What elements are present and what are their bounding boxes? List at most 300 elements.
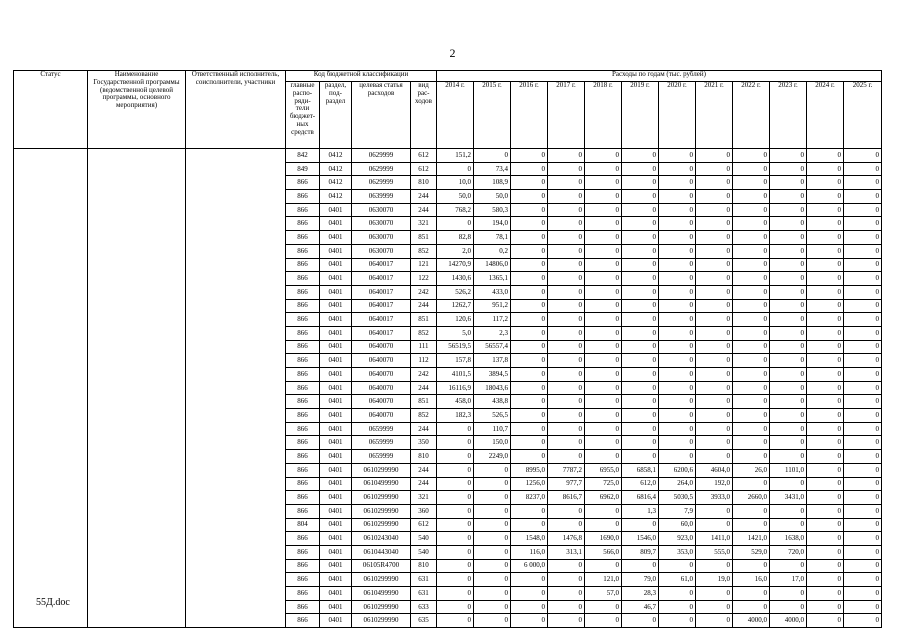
amount-cell: 0 <box>659 450 696 464</box>
empty-cell <box>14 326 88 340</box>
empty-cell <box>186 149 286 163</box>
code-cell: 866 <box>286 231 320 245</box>
code-cell: 540 <box>411 532 437 546</box>
code-cell: 852 <box>411 409 437 423</box>
amount-cell: 0 <box>659 368 696 382</box>
amount-cell: 555,0 <box>696 545 733 559</box>
empty-cell <box>186 587 286 601</box>
amount-cell: 0 <box>622 354 659 368</box>
empty-cell <box>14 436 88 450</box>
empty-cell <box>186 203 286 217</box>
amount-cell: 0 <box>696 395 733 409</box>
empty-cell <box>88 477 186 491</box>
code-cell: 866 <box>286 504 320 518</box>
table-row <box>14 190 882 204</box>
empty-cell <box>14 149 88 163</box>
amount-cell: 0 <box>622 285 659 299</box>
amount-cell: 1546,0 <box>622 532 659 546</box>
amount-cell: 0 <box>844 299 882 313</box>
amount-cell: 0 <box>437 504 474 518</box>
amount-cell: 0 <box>659 285 696 299</box>
amount-cell: 0 <box>659 162 696 176</box>
code-cell: 360 <box>411 504 437 518</box>
code-cell: 0412 <box>320 190 352 204</box>
code-cell: 244 <box>411 463 437 477</box>
amount-cell: 0 <box>770 450 807 464</box>
amount-cell: 0 <box>807 409 844 423</box>
code-cell: 0659999 <box>352 450 411 464</box>
table-row <box>14 381 882 395</box>
code-cell: 0401 <box>320 368 352 382</box>
amount-cell: 108,9 <box>474 176 511 190</box>
amount-cell: 0 <box>733 326 770 340</box>
amount-cell: 1256,0 <box>511 477 548 491</box>
code-cell: 0401 <box>320 409 352 423</box>
code-cell: 0401 <box>320 587 352 601</box>
table-row <box>14 532 882 546</box>
amount-cell: 809,7 <box>622 545 659 559</box>
amount-cell: 157,8 <box>437 354 474 368</box>
amount-cell: 0 <box>548 231 585 245</box>
amount-cell: 0 <box>696 217 733 231</box>
amount-cell: 0 <box>585 217 622 231</box>
amount-cell: 1548,0 <box>511 532 548 546</box>
amount-cell: 0 <box>437 217 474 231</box>
code-cell: 0401 <box>320 518 352 532</box>
code-cell: 866 <box>286 326 320 340</box>
code-cell: 0401 <box>320 436 352 450</box>
amount-cell: 0 <box>474 559 511 573</box>
amount-cell: 0 <box>807 354 844 368</box>
amount-cell: 4604,0 <box>696 463 733 477</box>
amount-cell: 0 <box>585 340 622 354</box>
amount-cell: 7787,2 <box>548 463 585 477</box>
amount-cell: 0 <box>548 587 585 601</box>
amount-cell: 0 <box>622 409 659 423</box>
amount-cell: 110,7 <box>474 422 511 436</box>
code-cell: 0401 <box>320 326 352 340</box>
amount-cell: 0 <box>511 381 548 395</box>
amount-cell: 612,0 <box>622 477 659 491</box>
amount-cell: 0 <box>511 162 548 176</box>
amount-cell: 0 <box>511 190 548 204</box>
amount-cell: 0 <box>770 587 807 601</box>
amount-cell: 0 <box>511 436 548 450</box>
table-row <box>14 409 882 423</box>
amount-cell: 458,0 <box>437 395 474 409</box>
code-cell: 0401 <box>320 217 352 231</box>
table-row <box>14 217 882 231</box>
code-cell: 0401 <box>320 340 352 354</box>
amount-cell: 0 <box>733 162 770 176</box>
amount-cell: 1411,0 <box>696 532 733 546</box>
amount-cell: 0 <box>437 614 474 628</box>
amount-cell: 0 <box>548 258 585 272</box>
amount-cell: 0 <box>622 450 659 464</box>
amount-cell: 78,1 <box>474 231 511 245</box>
amount-cell: 0 <box>548 573 585 587</box>
code-cell: 852 <box>411 244 437 258</box>
table-row <box>14 573 882 587</box>
amount-cell: 0 <box>696 176 733 190</box>
code-cell: 0401 <box>320 285 352 299</box>
amount-cell: 0 <box>548 614 585 628</box>
amount-cell: 0 <box>696 162 733 176</box>
amount-cell: 0 <box>659 217 696 231</box>
amount-cell: 0 <box>659 587 696 601</box>
amount-cell: 0 <box>807 491 844 505</box>
code-cell: 0412 <box>320 149 352 163</box>
amount-cell: 526,5 <box>474 409 511 423</box>
header-year: 2023 г. <box>770 82 807 149</box>
code-cell: 866 <box>286 463 320 477</box>
amount-cell: 0 <box>807 190 844 204</box>
amount-cell: 0 <box>548 244 585 258</box>
header-program-name: Наименование Государственной программы (ведомственной целевой программы, основного мероприятия) <box>88 71 186 149</box>
empty-cell <box>186 436 286 450</box>
amount-cell: 50,0 <box>437 190 474 204</box>
amount-cell: 0 <box>548 340 585 354</box>
empty-cell <box>88 190 186 204</box>
empty-cell <box>186 573 286 587</box>
amount-cell: 6200,6 <box>659 463 696 477</box>
empty-cell <box>14 614 88 628</box>
amount-cell: 0 <box>770 285 807 299</box>
amount-cell: 0 <box>474 463 511 477</box>
amount-cell: 0 <box>844 368 882 382</box>
empty-cell <box>14 244 88 258</box>
amount-cell: 0 <box>770 395 807 409</box>
amount-cell: 0 <box>585 381 622 395</box>
code-cell: 0401 <box>320 422 352 436</box>
amount-cell: 0 <box>770 326 807 340</box>
code-cell: 866 <box>286 600 320 614</box>
amount-cell: 61,0 <box>659 573 696 587</box>
amount-cell: 0 <box>511 409 548 423</box>
amount-cell: 57,0 <box>585 587 622 601</box>
amount-cell: 0 <box>474 600 511 614</box>
code-cell: 810 <box>411 450 437 464</box>
amount-cell: 313,1 <box>548 545 585 559</box>
amount-cell: 0 <box>807 381 844 395</box>
amount-cell: 0 <box>807 149 844 163</box>
amount-cell: 0 <box>511 176 548 190</box>
code-cell: 0401 <box>320 463 352 477</box>
table-row <box>14 176 882 190</box>
amount-cell: 0 <box>659 149 696 163</box>
code-cell: 540 <box>411 545 437 559</box>
amount-cell: 0 <box>548 409 585 423</box>
amount-cell: 0 <box>548 450 585 464</box>
code-cell: 851 <box>411 231 437 245</box>
code-cell: 0610299990 <box>352 614 411 628</box>
empty-cell <box>88 559 186 573</box>
amount-cell: 0 <box>622 436 659 450</box>
table-row <box>14 545 882 559</box>
amount-cell: 0 <box>696 409 733 423</box>
amount-cell: 0 <box>844 532 882 546</box>
amount-cell: 0 <box>622 559 659 573</box>
code-cell: 851 <box>411 395 437 409</box>
amount-cell: 0 <box>548 504 585 518</box>
amount-cell: 0 <box>807 450 844 464</box>
amount-cell: 0 <box>844 395 882 409</box>
amount-cell: 3933,0 <box>696 491 733 505</box>
amount-cell: 0 <box>437 600 474 614</box>
amount-cell: 0 <box>844 422 882 436</box>
code-cell: 866 <box>286 258 320 272</box>
amount-cell: 0 <box>585 162 622 176</box>
amount-cell: 0 <box>585 299 622 313</box>
empty-cell <box>14 518 88 532</box>
amount-cell: 0 <box>474 614 511 628</box>
empty-cell <box>14 313 88 327</box>
code-cell: 0640070 <box>352 368 411 382</box>
amount-cell: 16,0 <box>733 573 770 587</box>
amount-cell: 6955,0 <box>585 463 622 477</box>
empty-cell <box>14 504 88 518</box>
table-row <box>14 149 882 163</box>
empty-cell <box>14 354 88 368</box>
empty-cell <box>186 272 286 286</box>
amount-cell: 2249,0 <box>474 450 511 464</box>
code-cell: 0610499990 <box>352 587 411 601</box>
code-cell: 0610243040 <box>352 532 411 546</box>
code-cell: 0640070 <box>352 395 411 409</box>
code-cell: 244 <box>411 477 437 491</box>
table-row <box>14 272 882 286</box>
amount-cell: 0 <box>807 326 844 340</box>
table-row <box>14 258 882 272</box>
amount-cell: 0 <box>807 272 844 286</box>
amount-cell: 0 <box>659 258 696 272</box>
code-cell: 0629999 <box>352 176 411 190</box>
amount-cell: 0 <box>548 518 585 532</box>
amount-cell: 0 <box>844 162 882 176</box>
amount-cell: 0 <box>770 217 807 231</box>
amount-cell: 6962,0 <box>585 491 622 505</box>
amount-cell: 0 <box>585 504 622 518</box>
amount-cell: 0 <box>437 559 474 573</box>
empty-cell <box>14 162 88 176</box>
amount-cell: 0 <box>696 244 733 258</box>
empty-cell <box>14 422 88 436</box>
amount-cell: 0 <box>659 244 696 258</box>
amount-cell: 6816,4 <box>622 491 659 505</box>
amount-cell: 56557,4 <box>474 340 511 354</box>
code-cell: 321 <box>411 491 437 505</box>
amount-cell: 0 <box>585 203 622 217</box>
amount-cell: 150,0 <box>474 436 511 450</box>
amount-cell: 0 <box>622 368 659 382</box>
amount-cell: 353,0 <box>659 545 696 559</box>
amount-cell: 50,0 <box>474 190 511 204</box>
amount-cell: 0 <box>622 217 659 231</box>
code-cell: 0640017 <box>352 272 411 286</box>
amount-cell: 0 <box>659 313 696 327</box>
amount-cell: 18043,6 <box>474 381 511 395</box>
amount-cell: 0 <box>511 340 548 354</box>
amount-cell: 0 <box>474 545 511 559</box>
amount-cell: 580,3 <box>474 203 511 217</box>
amount-cell: 0 <box>770 340 807 354</box>
empty-cell <box>88 258 186 272</box>
code-cell: 842 <box>286 149 320 163</box>
code-cell: 804 <box>286 518 320 532</box>
empty-cell <box>88 491 186 505</box>
amount-cell: 0 <box>733 587 770 601</box>
empty-cell <box>186 299 286 313</box>
amount-cell: 0 <box>659 231 696 245</box>
amount-cell: 0 <box>844 614 882 628</box>
amount-cell: 0 <box>585 149 622 163</box>
empty-cell <box>186 559 286 573</box>
header-grbs: главные распо-ряди-тели бюджет-ных средств <box>286 82 320 149</box>
amount-cell: 0 <box>844 463 882 477</box>
amount-cell: 0 <box>696 258 733 272</box>
amount-cell: 0 <box>511 354 548 368</box>
amount-cell: 0 <box>844 587 882 601</box>
amount-cell: 0 <box>696 203 733 217</box>
amount-cell: 0 <box>585 272 622 286</box>
amount-cell: 0 <box>733 504 770 518</box>
amount-cell: 0 <box>585 231 622 245</box>
empty-cell <box>88 272 186 286</box>
code-cell: 0610299990 <box>352 463 411 477</box>
code-cell: 866 <box>286 532 320 546</box>
amount-cell: 0 <box>696 313 733 327</box>
amount-cell: 951,2 <box>474 299 511 313</box>
code-cell: 0640070 <box>352 354 411 368</box>
table-row <box>14 313 882 327</box>
amount-cell: 2,3 <box>474 326 511 340</box>
amount-cell: 0 <box>733 272 770 286</box>
amount-cell: 0 <box>733 299 770 313</box>
code-cell: 0401 <box>320 258 352 272</box>
amount-cell: 0 <box>844 272 882 286</box>
header-year: 2019 г. <box>622 82 659 149</box>
amount-cell: 0 <box>770 559 807 573</box>
table-row <box>14 368 882 382</box>
amount-cell: 977,7 <box>548 477 585 491</box>
amount-cell: 192,0 <box>696 477 733 491</box>
amount-cell: 0 <box>844 573 882 587</box>
amount-cell: 0 <box>807 395 844 409</box>
amount-cell: 0 <box>548 313 585 327</box>
amount-cell: 0 <box>622 381 659 395</box>
amount-cell: 0 <box>770 381 807 395</box>
amount-cell: 0 <box>548 559 585 573</box>
amount-cell: 0 <box>511 587 548 601</box>
amount-cell: 1101,0 <box>770 463 807 477</box>
code-cell: 0640017 <box>352 299 411 313</box>
amount-cell: 0 <box>844 450 882 464</box>
amount-cell: 16116,9 <box>437 381 474 395</box>
code-cell: 0401 <box>320 504 352 518</box>
amount-cell: 0 <box>474 573 511 587</box>
code-cell: 0640017 <box>352 285 411 299</box>
table-row <box>14 285 882 299</box>
code-cell: 866 <box>286 614 320 628</box>
empty-cell <box>88 381 186 395</box>
amount-cell: 0 <box>585 244 622 258</box>
amount-cell: 0 <box>585 450 622 464</box>
amount-cell: 0 <box>807 545 844 559</box>
code-cell: 0640017 <box>352 258 411 272</box>
amount-cell: 0 <box>548 190 585 204</box>
file-name-footer: 55Д.doc <box>36 597 70 608</box>
amount-cell: 526,2 <box>437 285 474 299</box>
code-cell: 121 <box>411 258 437 272</box>
amount-cell: 117,2 <box>474 313 511 327</box>
code-cell: 0401 <box>320 450 352 464</box>
empty-cell <box>186 463 286 477</box>
amount-cell: 0 <box>437 463 474 477</box>
empty-cell <box>14 299 88 313</box>
header-responsible: Ответственный исполнитель, соисполнители, участники <box>186 71 286 149</box>
empty-cell <box>88 573 186 587</box>
empty-cell <box>14 532 88 546</box>
empty-cell <box>88 340 186 354</box>
amount-cell: 768,2 <box>437 203 474 217</box>
code-cell: 810 <box>411 176 437 190</box>
amount-cell: 116,0 <box>511 545 548 559</box>
amount-cell: 0 <box>696 381 733 395</box>
header-section: раздел, под-раздел <box>320 82 352 149</box>
amount-cell: 0 <box>659 203 696 217</box>
amount-cell: 121,0 <box>585 573 622 587</box>
amount-cell: 0 <box>807 368 844 382</box>
header-expense-type: вид рас-ходов <box>411 82 437 149</box>
code-cell: 866 <box>286 368 320 382</box>
amount-cell: 0 <box>548 354 585 368</box>
amount-cell: 0 <box>511 258 548 272</box>
amount-cell: 0 <box>807 285 844 299</box>
amount-cell: 0 <box>844 491 882 505</box>
amount-cell: 0 <box>622 422 659 436</box>
code-cell: 0412 <box>320 176 352 190</box>
empty-cell <box>186 422 286 436</box>
amount-cell: 0 <box>696 299 733 313</box>
amount-cell: 0 <box>696 559 733 573</box>
amount-cell: 0 <box>844 545 882 559</box>
empty-cell <box>88 368 186 382</box>
empty-cell <box>88 231 186 245</box>
empty-cell <box>14 409 88 423</box>
code-cell: 0640017 <box>352 326 411 340</box>
amount-cell: 0 <box>585 190 622 204</box>
amount-cell: 0 <box>585 600 622 614</box>
amount-cell: 0 <box>585 409 622 423</box>
amount-cell: 1638,0 <box>770 532 807 546</box>
amount-cell: 0 <box>659 354 696 368</box>
empty-cell <box>186 409 286 423</box>
empty-cell <box>186 518 286 532</box>
code-cell: 866 <box>286 436 320 450</box>
amount-cell: 438,8 <box>474 395 511 409</box>
amount-cell: 0 <box>474 477 511 491</box>
amount-cell: 0 <box>622 313 659 327</box>
code-cell: 0401 <box>320 559 352 573</box>
amount-cell: 0 <box>622 190 659 204</box>
amount-cell: 0 <box>548 436 585 450</box>
amount-cell: 0 <box>770 354 807 368</box>
code-cell: 866 <box>286 559 320 573</box>
code-cell: 0401 <box>320 491 352 505</box>
empty-cell <box>14 272 88 286</box>
amount-cell: 194,0 <box>474 217 511 231</box>
header-target: целевая статья расходов <box>352 82 411 149</box>
